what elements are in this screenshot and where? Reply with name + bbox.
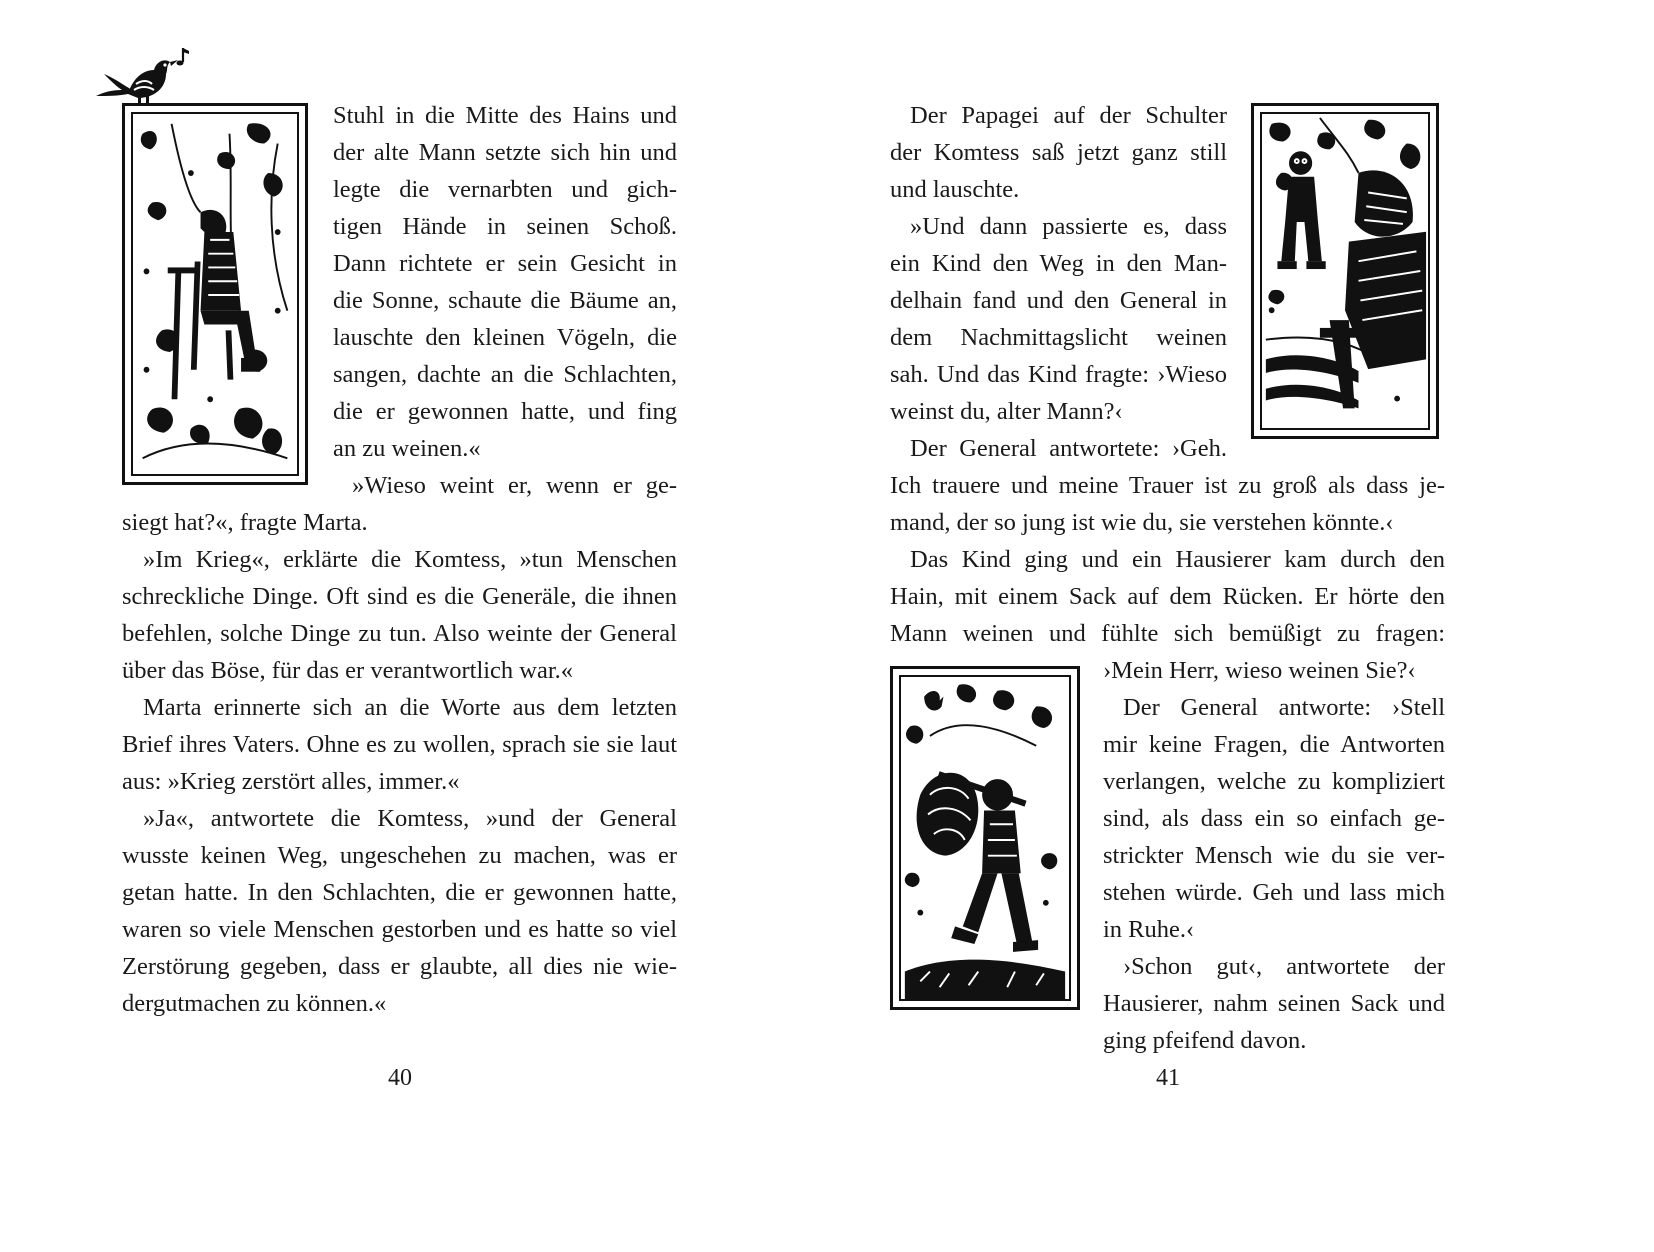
- text-line: Mann weinen und fühlte sich bemüßigt zu fragen:: [890, 620, 1445, 647]
- text-line: stehen würde. Geh und lass mich: [1103, 879, 1445, 906]
- text-line: »Und dann passierte es, dass: [910, 213, 1227, 240]
- text-line: ging pfeifend davon.: [1103, 1027, 1307, 1054]
- text-line: getan hatte. In den Schlachten, die er gewonnen hatte,: [122, 879, 677, 906]
- text-line: dem Nachmittagslicht weinen: [890, 324, 1227, 351]
- text-line: Der General antworte: ›Stell: [1123, 694, 1445, 721]
- text-line: waren so viele Menschen gestorben und es hatte so viel: [122, 916, 677, 943]
- text-line: aus: »Krieg zerstört alles, immer.«: [122, 768, 460, 795]
- text-line: schreckliche Dinge. Oft sind es die Generäle, die ihnen: [122, 583, 677, 610]
- page-number: 41: [1156, 1065, 1180, 1091]
- text-line: Ich trauere und meine Trauer ist zu groß als dass je-: [890, 472, 1445, 499]
- text-line: siegt hat?«, fragte Marta.: [122, 509, 368, 536]
- text-line: verlangen, welche zu kompliziert: [1103, 768, 1445, 795]
- text-line: weinst du, alter Mann?‹: [890, 398, 1123, 425]
- text-line: und lauschte.: [890, 176, 1020, 203]
- page-number: 40: [388, 1065, 412, 1091]
- text-line: Der General antwortete: ›Geh.: [910, 435, 1227, 462]
- text-line: sind, als dass ein so einfach ge-: [1103, 805, 1445, 832]
- text-line: ›Mein Herr, wieso weinen Sie?‹: [1103, 657, 1416, 684]
- text-line: der alte Mann setzte sich hin und: [333, 139, 677, 166]
- text-line: an zu weinen.«: [333, 435, 481, 462]
- text-line: befehlen, solche Dinge zu tun. Also weinte der General: [122, 620, 677, 647]
- text-line: »Ja«, antwortete die Komtess, »und der General: [143, 805, 677, 832]
- text-line: Dann richtete er sein Gesicht in: [333, 250, 677, 277]
- woodcut-general-seated: [122, 103, 308, 485]
- text-line: tigen Hände in seinen Schoß.: [333, 213, 677, 240]
- woodcut-child-and-general: [1251, 103, 1439, 439]
- text-line: sangen, dachte an die Schlachten,: [333, 361, 677, 388]
- text-line: strickter Mensch wie du sie ver-: [1103, 842, 1445, 869]
- text-line: mir keine Fragen, die Antworten: [1103, 731, 1445, 758]
- text-line: der Komtess saß jetzt ganz still: [890, 139, 1227, 166]
- text-line: ›Schon gut‹, antwortete der: [1123, 953, 1445, 980]
- text-line: Das Kind ging und ein Hausierer kam durch den: [910, 546, 1445, 573]
- text-line: lauschte den kleinen Vögeln, die: [333, 324, 677, 351]
- text-line: »Wieso weint er, wenn er ge-: [352, 472, 677, 499]
- text-line: Zerstörung gegeben, dass er glaubte, all dies nie wie-: [122, 953, 677, 980]
- text-line: wusste keinen Weg, ungeschehen zu machen, was er: [122, 842, 677, 869]
- text-line: Marta erinnerte sich an die Worte aus dem letzten: [143, 694, 677, 721]
- text-line: Hain, mit einem Sack auf dem Rücken. Er hörte den: [890, 583, 1445, 610]
- text-line: Hausierer, nahm seinen Sack und: [1103, 990, 1445, 1017]
- text-line: ein Kind den Weg in den Man-: [890, 250, 1227, 277]
- woodcut-peddler-with-sack: [890, 666, 1080, 1010]
- text-line: sah. Und das Kind fragte: ›Wieso: [890, 361, 1227, 388]
- text-line: »Im Krieg«, erklärte die Komtess, »tun Menschen: [143, 546, 677, 573]
- text-line: legte die vernarbten und gich-: [333, 176, 677, 203]
- text-line: Der Papagei auf der Schulter: [910, 102, 1227, 129]
- text-line: Stuhl in die Mitte des Hains und: [333, 102, 677, 129]
- right-page: [827, 0, 1654, 1252]
- text-line: die Sonne, schaute die Bäume an,: [333, 287, 677, 314]
- text-line: Brief ihres Vaters. Ohne es zu wollen, sprach sie sie laut: [122, 731, 677, 758]
- text-line: mand, der so jung ist wie du, sie verstehen könnte.‹: [890, 509, 1394, 536]
- text-line: über das Böse, für das er verantwortlich war.«: [122, 657, 574, 684]
- text-line: die er gewonnen hatte, und fing: [333, 398, 677, 425]
- text-line: delhain fand und den General in: [890, 287, 1227, 314]
- text-line: dergutmachen zu können.«: [122, 990, 387, 1017]
- text-line: in Ruhe.‹: [1103, 916, 1195, 943]
